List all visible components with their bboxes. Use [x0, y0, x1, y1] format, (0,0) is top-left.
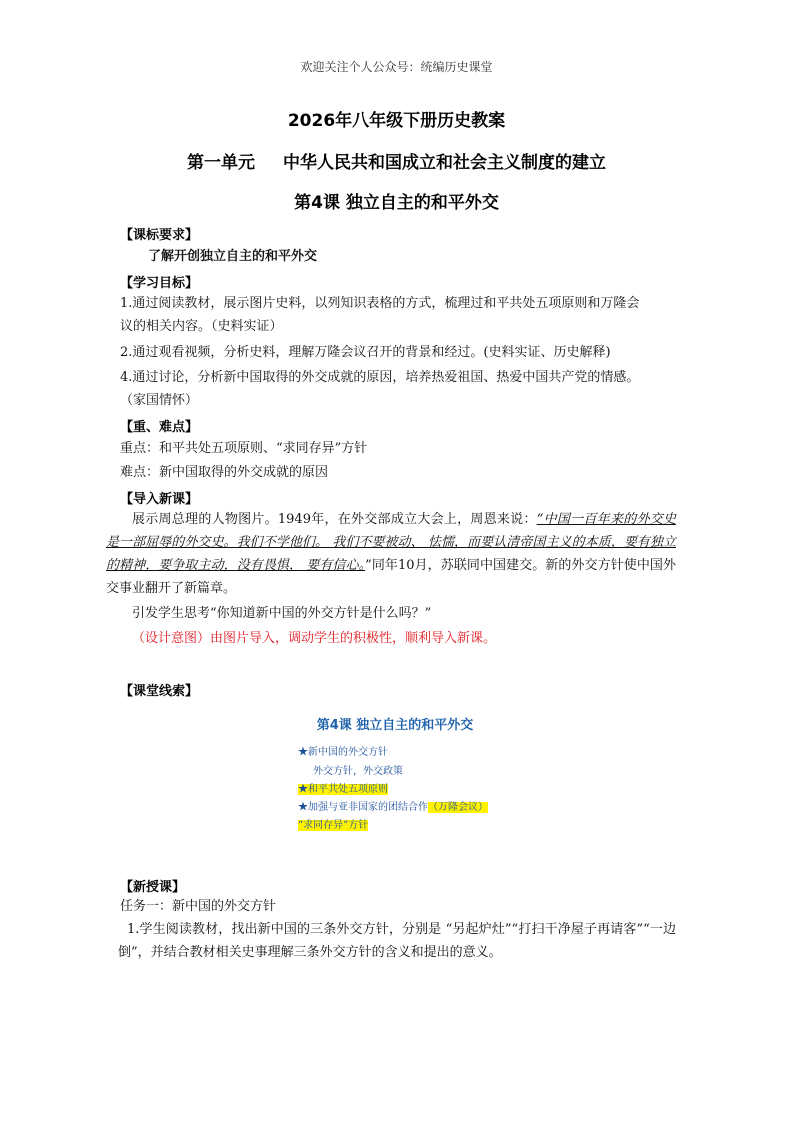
goal-line-4: 4.通过讨论，分析新中国取得的外交成就的原因，培养热爱祖国、热爱中国共产党的情感。 [120, 370, 640, 385]
intro-tail: ”同年10月，苏联同中国建交。新的外交方针使中国外交事业翻开了新篇章。 [106, 558, 676, 596]
outline-item-seek-common [298, 819, 368, 833]
unit-name: 中华人民共和国成立和社会主义制度的建立 [283, 153, 606, 173]
seek-common-highlight: “求同存异”方针 [298, 820, 369, 831]
outline-title: 第4课 独立自主的和平外交 [316, 718, 474, 733]
task-one-text: 1.学生阅读教材，找出新中国的三条外交方针，分别是 “另起炉灶”“打扫干净屋子再请客”“一边倒”，并结合教材相关史事理解三条外交方针的含义和提出的意义。 [118, 922, 676, 960]
page-header: 欢迎关注个人公众号：统编历史课堂 [300, 60, 493, 74]
key-heading: 【重、难点】 [120, 420, 199, 435]
unit-title [0, 148, 793, 173]
standard-text: 了解开创独立自主的和平外交 [148, 249, 318, 264]
outline-item-principles [298, 783, 388, 797]
standard-heading: 【课标要求】 [120, 228, 199, 243]
intro-paragraph [106, 508, 676, 600]
outline-heading: 【课堂线索】 [120, 684, 199, 699]
key-point: 重点：和平共处五项原则、“求同存异”方针 [120, 441, 368, 456]
new-lesson-heading: 【新授课】 [120, 880, 186, 895]
principles-highlight: ★和平共处五项原则 [298, 784, 388, 795]
task-one: 任务一：新中国的外交方针 [120, 899, 277, 914]
outline-item-policy: ★新中国的外交方针 [298, 747, 388, 758]
zhou-quote: “中国一百年来的外交史是一部屈辱的外交史。我们不学他们。 我们不要被动、 怯懦，而要认清帝国主义的本质，要有独立的精神，要争取主动，没有畏惧， 要有信心。 [106, 512, 676, 573]
cooperation-text: ★加强与亚非国家的团结合作 [298, 802, 428, 813]
goal-line-1: 1.通过阅读教材，展示图片史料，以列知识表格的方式，梳理过和平共处五项原则和万隆会 [120, 296, 640, 311]
goal-line-2: 议的相关内容。（史料实证） [120, 319, 283, 334]
main-title: 2026年八年级下册历史教案 [287, 111, 506, 131]
intro-heading: 【导入新课】 [120, 492, 199, 507]
goal-line-3: 2.通过观看视频，分析史料，理解万隆会议召开的背景和经过。(史料实证、历史解释) [120, 345, 611, 360]
lesson-outline-image [295, 708, 525, 838]
outline-item-cooperation [298, 801, 488, 815]
bandung-highlight: （万隆会议） [428, 802, 488, 813]
intro-lead: 展示周总理的人物图片。1949年，在外交部成立大会上，周恩来说： [132, 512, 537, 527]
design-intent: （设计意图）由图片导入，调动学生的积极性，顺利导入新课。 [132, 631, 497, 646]
goal-line-5: （家国情怀） [120, 393, 199, 408]
intro-question: 引发学生思考“你知道新中国的外交方针是什么吗？” [132, 606, 432, 621]
difficult-point: 难点：新中国取得的外交成就的原因 [120, 465, 329, 480]
goals-heading: 【学习目标】 [120, 276, 199, 291]
outline-item-policy-sub: 外交方针，外交政策 [313, 766, 403, 777]
lesson-title: 第4课 独立自主的和平外交 [294, 193, 499, 213]
unit-label: 第一单元 [187, 153, 255, 173]
